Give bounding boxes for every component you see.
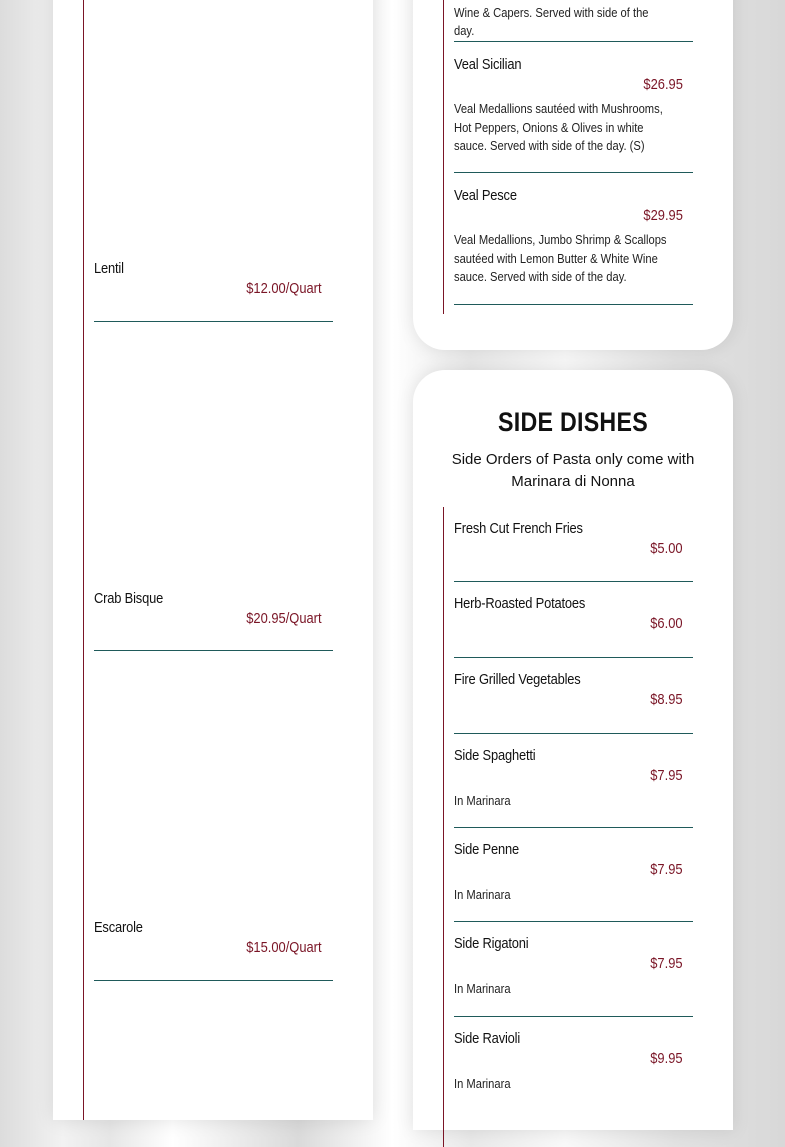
item-divider <box>454 304 693 305</box>
item-name: Side Spaghetti <box>454 747 536 764</box>
menu-item-veal-sicilian <box>454 56 683 156</box>
item-price: $15.00/Quart <box>246 939 322 956</box>
item-name: Lentil <box>94 260 124 277</box>
item-name: Side Penne <box>454 841 519 858</box>
section-subtitle: Side Orders of Pasta only come with Marinara di Nonna <box>451 451 695 490</box>
item-description: Veal Medallions sautéed with Mushrooms, Hot Peppers, Onions & Olives in white sauce. Served with side of the day. (S) <box>454 101 663 154</box>
soups-card <box>53 0 373 1120</box>
item-divider <box>454 657 693 658</box>
item-description: Veal Medallions, Jumbo Shrimp & Scallops sautéed with Lemon Butter & White Wine sauce. Served with side of the day. <box>454 232 667 285</box>
item-price: $29.95 <box>643 207 683 224</box>
menu-item-grilled-vegetables <box>454 671 683 731</box>
menu-item-crab-bisque <box>94 590 322 650</box>
item-price: $7.95 <box>650 955 683 972</box>
item-description: In Marinara <box>454 1076 511 1091</box>
item-description: In Marinara <box>454 981 511 996</box>
item-divider <box>454 733 693 734</box>
item-divider <box>454 1016 693 1017</box>
item-description: In Marinara <box>454 887 511 902</box>
item-name: Side Rigatoni <box>454 935 529 952</box>
item-name: Crab Bisque <box>94 590 164 607</box>
accent-line <box>443 0 444 314</box>
item-divider <box>454 827 693 828</box>
item-divider <box>94 650 333 651</box>
menu-item-side-spaghetti <box>454 747 683 827</box>
menu-item-escarole <box>94 919 322 979</box>
item-price: $7.95 <box>650 861 683 878</box>
item-price: $12.00/Quart <box>246 280 322 297</box>
menu-item-roasted-potatoes <box>454 595 683 655</box>
item-name: Veal Sicilian <box>454 56 522 73</box>
item-divider <box>454 172 693 173</box>
accent-line <box>443 507 444 1147</box>
item-price: $9.95 <box>650 1050 683 1067</box>
item-price: $20.95/Quart <box>246 610 322 627</box>
item-divider <box>454 581 693 582</box>
accent-line <box>83 0 84 1120</box>
item-name: Side Ravioli <box>454 1030 521 1047</box>
menu-item-side-penne <box>454 841 683 921</box>
item-description: Wine & Capers. Served with side of the day. <box>454 4 649 39</box>
item-divider <box>94 321 333 322</box>
section-title: SIDE DISHES <box>498 407 648 437</box>
item-price: $5.00 <box>650 540 683 557</box>
item-name: Fire Grilled Vegetables <box>454 671 581 688</box>
item-price: $7.95 <box>650 767 683 784</box>
item-description: In Marinara <box>454 793 511 808</box>
item-divider <box>454 41 693 42</box>
item-price: $26.95 <box>643 76 683 93</box>
menu-item-side-rigatoni <box>454 935 683 1015</box>
item-name: Fresh Cut French Fries <box>454 520 583 537</box>
item-name: Escarole <box>94 919 143 936</box>
side-dishes-card <box>413 370 733 1130</box>
menu-item-veal-pesce <box>454 187 683 287</box>
item-name: Veal Pesce <box>454 187 517 204</box>
menu-item-lentil <box>94 260 322 320</box>
veal-card <box>413 0 733 350</box>
item-divider <box>454 921 693 922</box>
item-price: $6.00 <box>650 615 683 632</box>
menu-item-side-ravioli <box>454 1030 683 1110</box>
menu-item-french-fries <box>454 520 683 580</box>
item-name: Herb-Roasted Potatoes <box>454 595 586 612</box>
item-divider <box>94 980 333 981</box>
item-price: $8.95 <box>650 691 683 708</box>
